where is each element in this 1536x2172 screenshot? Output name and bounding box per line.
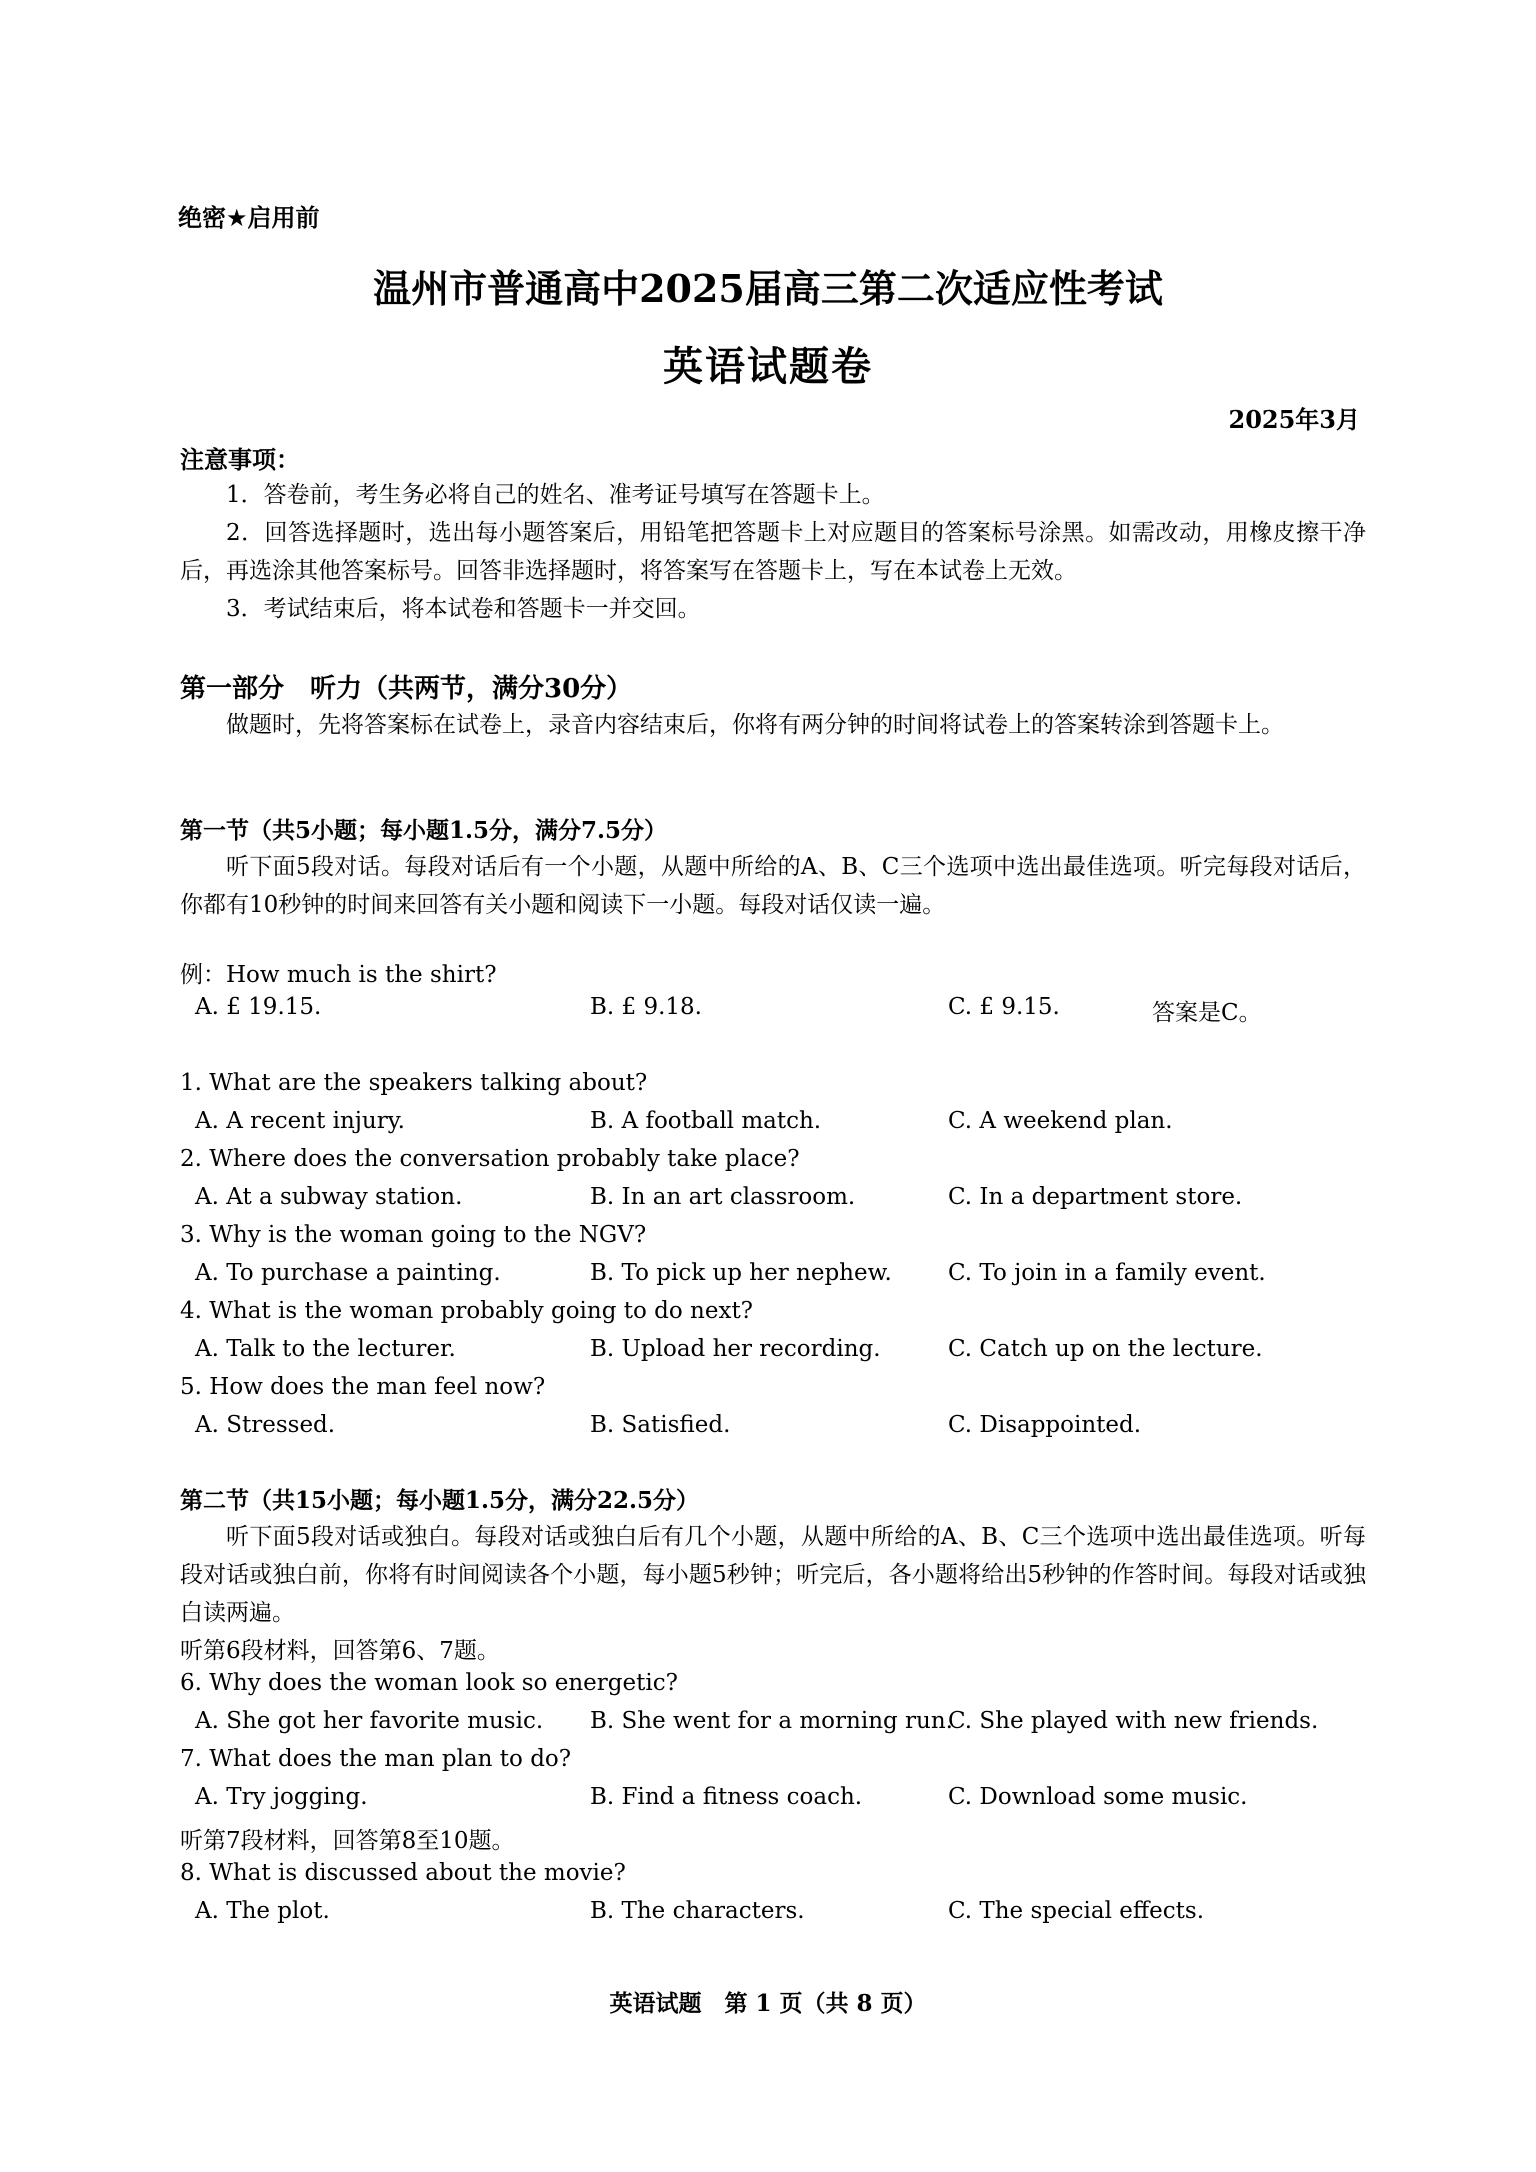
question-4: 4. What is the woman probably going to do next?: [180, 1298, 754, 1324]
question-6-option-b: B. She went for a morning run.: [590, 1708, 953, 1734]
material-6-instruction: 听第6段材料，回答第6、7题。: [180, 1638, 500, 1664]
page-footer: 英语试题 第 1 页（共 8 页）: [609, 1990, 927, 2017]
part1-heading: 第一部分 听力（共两节，满分30分）: [180, 674, 633, 704]
example-answer: 答案是C。: [1152, 1000, 1262, 1026]
example-question: 例：How much is the shirt?: [180, 962, 497, 988]
section1-intro: 听下面5段对话。每段对话后有一个小题，从题中所给的A、B、C三个选项中选出最佳选项。听完每段对话后，你都有10秒钟的时间来回答有关小题和阅读下一小题。每段对话仅读一遍。: [180, 854, 1366, 918]
question-7-option-b: B. Find a fitness coach.: [590, 1784, 863, 1810]
question-8-option-a: A. The plot.: [195, 1898, 330, 1924]
question-3-option-b: B. To pick up her nephew.: [590, 1260, 892, 1286]
exam-title: 温州市普通高中2025届高三第二次适应性考试: [373, 266, 1163, 311]
question-4-option-c: C. Catch up on the lecture.: [948, 1336, 1263, 1362]
notice-item-1: 1．答卷前，考生务必将自己的姓名、准考证号填写在答题卡上。: [226, 482, 885, 508]
question-5-option-c: C. Disappointed.: [948, 1412, 1142, 1438]
question-4-option-a: A. Talk to the lecturer.: [195, 1336, 456, 1362]
question-3-option-c: C. To join in a family event.: [948, 1260, 1266, 1286]
question-7-option-c: C. Download some music.: [948, 1784, 1248, 1810]
question-2-option-a: A. At a subway station.: [195, 1184, 463, 1210]
question-8: 8. What is discussed about the movie?: [180, 1860, 626, 1886]
question-1-option-a: A. A recent injury.: [195, 1108, 405, 1134]
question-4-option-b: B. Upload her recording.: [590, 1336, 881, 1362]
question-3-option-a: A. To purchase a painting.: [195, 1260, 501, 1286]
example-option-b: B. £ 9.18.: [590, 994, 702, 1020]
material-7-instruction: 听第7段材料，回答第8至10题。: [180, 1828, 515, 1854]
question-6-option-a: A. She got her favorite music.: [195, 1708, 544, 1734]
question-7-option-a: A. Try jogging.: [195, 1784, 368, 1810]
confidential-label: 绝密★启用前: [178, 204, 320, 232]
question-8-option-c: C. The special effects.: [948, 1898, 1205, 1924]
question-3: 3. Why is the woman going to the NGV?: [180, 1222, 647, 1248]
notice-item-2: 2．回答选择题时，选出每小题答案后，用铅笔把答题卡上对应题目的答案标号涂黑。如需改动，用橡皮擦干净后，再选涂其他答案标号。回答非选择题时，将答案写在答题卡上，写在本试卷上无效。: [180, 520, 1366, 584]
example-option-c: C. £ 9.15.: [948, 994, 1060, 1020]
exam-date: 2025年3月: [1228, 405, 1360, 434]
section2-heading: 第二节（共15小题；每小题1.5分，满分22.5分）: [180, 1487, 700, 1514]
question-2-option-b: B. In an art classroom.: [590, 1184, 856, 1210]
exam-subtitle: 英语试题卷: [663, 343, 873, 390]
question-1: 1. What are the speakers talking about?: [180, 1070, 648, 1096]
question-1-option-b: B. A football match.: [590, 1108, 822, 1134]
question-2-option-c: C. In a department store.: [948, 1184, 1243, 1210]
question-5: 5. How does the man feel now?: [180, 1374, 546, 1400]
question-6: 6. Why does the woman look so energetic?: [180, 1670, 678, 1696]
question-5-option-a: A. Stressed.: [195, 1412, 336, 1438]
question-6-option-c: C. She played with new friends.: [948, 1708, 1319, 1734]
part1-intro: 做题时，先将答案标在试卷上，录音内容结束后，你将有两分钟的时间将试卷上的答案转涂到答题卡上。: [226, 712, 1284, 738]
question-1-option-c: C. A weekend plan.: [948, 1108, 1173, 1134]
section2-intro: 听下面5段对话或独白。每段对话或独白后有几个小题，从题中所给的A、B、C三个选项中选出最佳选项。听每段对话或独白前，你将有时间阅读各个小题，每小题5秒钟；听完后，各小题将给出5秒钟的作答时间。每段对话或独白读两遍。: [180, 1524, 1366, 1626]
question-8-option-b: B. The characters.: [590, 1898, 805, 1924]
question-7: 7. What does the man plan to do?: [180, 1746, 572, 1772]
example-option-a: A. £ 19.15.: [195, 994, 322, 1020]
question-5-option-b: B. Satisfied.: [590, 1412, 731, 1438]
notice-item-3: 3．考试结束后，将本试卷和答题卡一并交回。: [226, 596, 701, 622]
notice-heading: 注意事项：: [180, 446, 300, 474]
section1-heading: 第一节（共5小题；每小题1.5分，满分7.5分）: [180, 817, 668, 844]
question-2: 2. Where does the conversation probably take place?: [180, 1146, 800, 1172]
